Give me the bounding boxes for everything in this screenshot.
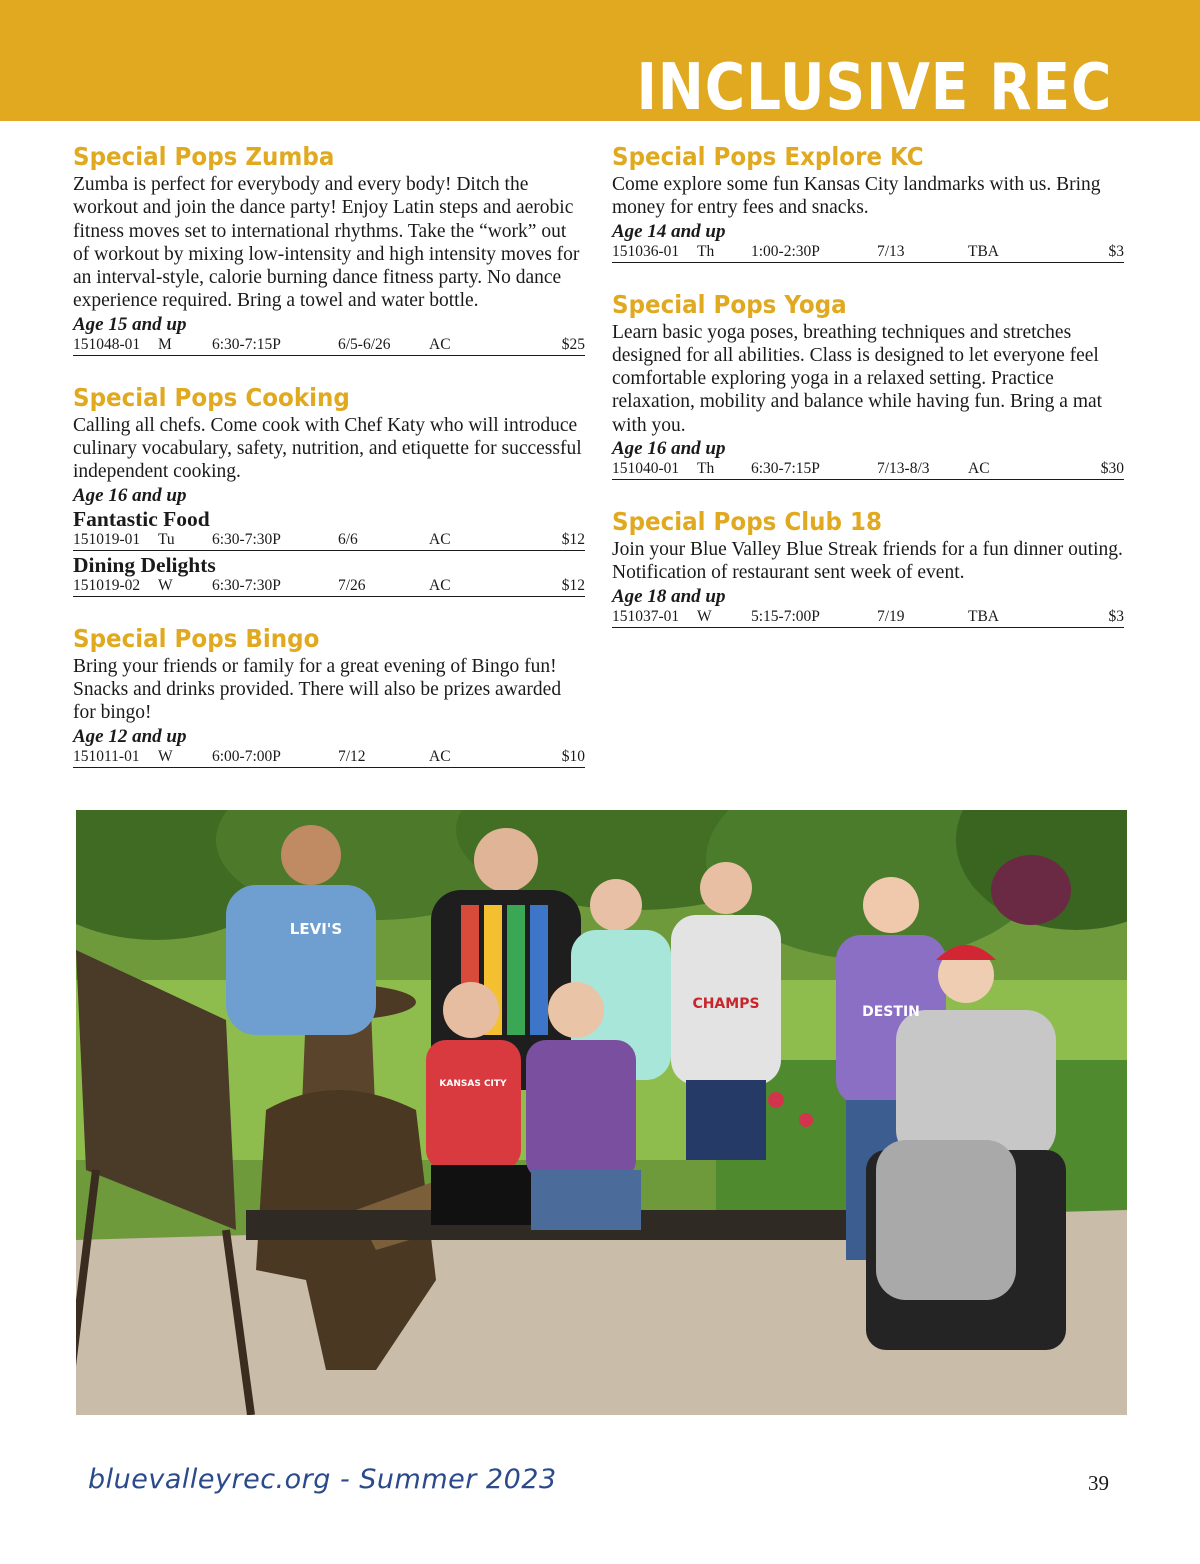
program-description: Bring your friends or family for a great evening of Bingo fun! Snacks and drinks provided. There will also be prizes awarded for bingo! [73,655,562,724]
course-location: AC [429,576,451,594]
course-code: 151040-01 [612,460,680,478]
shirt-text-kansas-city: KANSAS CITY [439,1079,507,1089]
program-age: Age 18 and up [612,585,726,607]
footer-website: bluevalleyrec.org - Summer 2023 [88,1464,557,1495]
course-location: AC [429,530,451,548]
course-time: 6:30-7:15P [212,335,281,353]
program-explore-kc [612,141,1124,263]
course-day: M [158,335,172,353]
course-time: 6:30-7:15P [751,460,820,478]
course-fee: $25 [561,335,585,353]
session-row [73,336,585,356]
course-fee: $12 [561,530,585,548]
program-description: Join your Blue Valley Blue Streak friends for a fun dinner outing. Notification of restaurant sent week of event. [612,539,1123,584]
session-row [73,531,585,551]
course-location: AC [968,460,990,478]
course-fee: $12 [561,576,585,594]
program-club-18 [612,506,1124,628]
program-description: Calling all chefs. Come cook with Chef Katy who will introduce culinary vocabulary, safety, nutrition, and etiquette for successful independent cooking. [73,414,582,483]
program-yoga [612,289,1124,480]
course-fee: $10 [561,747,585,765]
course-location: AC [429,335,451,353]
course-dates: 7/26 [338,576,366,594]
program-title: Special Pops Bingo [73,623,320,653]
program-age: Age 16 and up [612,438,726,460]
session-row [612,243,1124,263]
course-dates: 7/13-8/3 [877,460,930,478]
course-code: 151036-01 [612,242,680,260]
course-fee: $3 [1108,607,1124,625]
program-description: Zumba is perfect for everybody and every body! Ditch the workout and join the dance party! Enjoy Latin steps and aerobic fitness moves set to international rhythms. Take the “work” out of workout by mixing low-intensity and high intensity moves for an interval-style, calorie burning dance fitness party. No dance experience required. Bring a towel and water bottle. [73,174,580,312]
program-cooking [73,382,585,597]
subclass-title: Dining Delights [73,552,216,577]
course-time: 6:30-7:30P [212,530,281,548]
course-dates: 7/13 [877,242,905,260]
program-age: Age 16 and up [73,484,187,506]
section-title: INCLUSIVE REC [636,51,1112,125]
program-title: Special Pops Yoga [612,289,847,319]
course-day: Th [697,460,715,478]
program-description: Learn basic yoga poses, breathing techniques and stretches designed for all abilities. Class is designed to let everyone feel comfortable exploring yoga in a relaxed setting. Practice relaxation, mobility and balance while having fun. Bring a mat with you. [612,321,1103,436]
subclass-title: Fantastic Food [73,506,210,531]
course-location: AC [429,747,451,765]
group-photo [76,810,1127,1415]
course-day: Tu [158,530,175,548]
program-age: Age 14 and up [612,220,726,242]
program-title: Special Pops Cooking [73,382,350,412]
course-day: W [158,747,173,765]
session-row [612,608,1124,628]
course-code: 151019-01 [73,530,141,548]
program-zumba [73,141,585,356]
program-description: Come explore some fun Kansas City landmarks with us. Bring money for entry fees and snacks. [612,174,1101,219]
program-title: Special Pops Club 18 [612,507,883,537]
course-code: 151048-01 [73,335,141,353]
program-age: Age 15 and up [73,313,187,335]
session-row [73,577,585,597]
course-time: 5:15-7:00P [751,607,820,625]
course-dates: 6/6 [338,530,358,548]
course-location: TBA [968,242,999,260]
course-day: Th [697,242,715,260]
left-column [73,141,585,794]
course-time: 6:00-7:00P [212,747,281,765]
course-dates: 7/19 [877,607,905,625]
course-dates: 7/12 [338,747,366,765]
shirt-text-champs: CHAMPS [692,996,760,1012]
course-time: 6:30-7:30P [212,576,281,594]
course-dates: 6/5-6/26 [338,335,391,353]
shirt-text-destin: DESTIN [862,1004,920,1020]
course-day: W [697,607,712,625]
course-time: 1:00-2:30P [751,242,820,260]
course-fee: $30 [1100,460,1124,478]
course-code: 151037-01 [612,607,680,625]
course-day: W [158,576,173,594]
right-column [612,141,1124,654]
shirt-text-levis: LEVI'S [289,920,343,938]
program-title: Special Pops Zumba [73,142,335,171]
program-title: Special Pops Explore KC [612,142,924,171]
program-bingo [73,623,585,768]
course-fee: $3 [1108,242,1124,260]
session-row [612,460,1124,480]
course-code: 151011-01 [73,747,140,765]
program-age: Age 12 and up [73,725,187,747]
course-code: 151019-02 [73,576,141,594]
page-number: 39 [1088,1471,1109,1495]
course-location: TBA [968,607,999,625]
session-row [73,748,585,768]
